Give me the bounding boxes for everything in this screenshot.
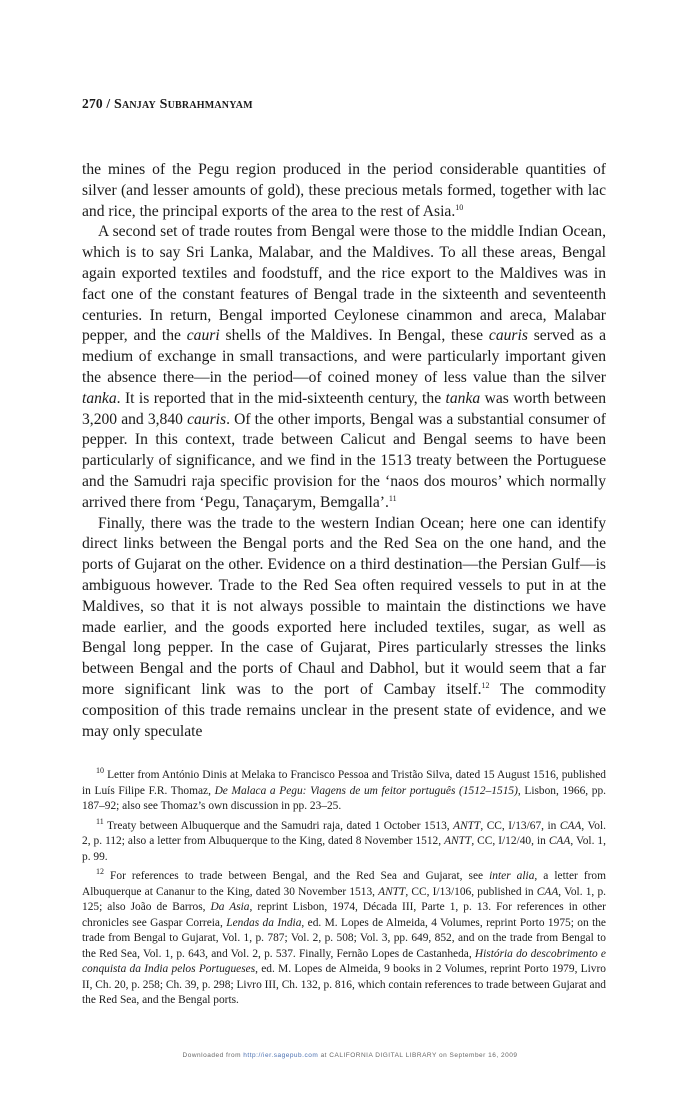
text-run: , reprint Lisbon, 1974, Década III, Parte 1, p. 13. For references in other chronicles see Gaspar Correia, <box>82 901 606 929</box>
italic-title: De Malaca a Pegu: Viagens de um feitor português (1512–1515) <box>214 784 518 797</box>
italic-abbrev: ANTT <box>444 835 472 847</box>
footnote-11 <box>82 816 606 866</box>
italic-abbrev: CAA <box>559 819 582 832</box>
running-header <box>82 96 253 113</box>
text-run: , ed. M. Lopes de Almeida, 9 books in 2 Volumes, reprint Porto 1979, Livro II, Ch. 20, p. 258; Ch. 39, p. 298; Livro III, Ch. 132, p. 816, which contain references to trade between Gujarat and the Red Sea, and the Bengal ports. <box>82 963 606 1006</box>
footnote-number: 12 <box>96 867 104 877</box>
italic-title: História do descobrimento e conquista da India pelos Portugueses <box>82 947 606 975</box>
author-name: Sanjay Subrahmanyam <box>113 97 253 112</box>
page-number: 270 <box>82 96 103 111</box>
paragraph-2 <box>82 222 606 513</box>
text-run: , CC, I/12/40, in <box>471 835 549 847</box>
italic-abbrev: ANTT <box>378 885 406 898</box>
download-link[interactable]: http://ier.sagepub.com <box>243 1052 319 1059</box>
text-run: . It is reported that in the mid-sixteenth century, the <box>116 389 446 407</box>
italic-term: inter alia <box>489 870 535 882</box>
paragraph-1 <box>82 160 606 222</box>
text-run: , Lisbon, 1966, pp. 187–92; also see Thomaz’s own discussion in pp. 23–25. <box>82 784 606 812</box>
note-ref-12: 12 <box>481 680 490 690</box>
text-run: , a letter from Albuquerque at Cananur to the King, dated 30 November 1513, <box>82 870 606 898</box>
italic-term: tanka <box>445 389 481 407</box>
text-run: For references to trade between Bengal, and the Red Sea and Gujarat, see <box>104 870 490 882</box>
footnotes <box>82 768 606 1013</box>
italic-term: tanka <box>82 389 117 407</box>
note-ref-10: 10 <box>455 202 464 212</box>
italic-abbrev: ANTT <box>453 819 481 832</box>
footnote-12 <box>82 869 606 1009</box>
text-run: A second set of trade routes from Bengal were those to the middle Indian Ocean, which is to say Sri Lanka, Malabar, and the Maldives. To all these areas, Bengal again exported textiles and foodstuff, and the rice export to the Maldives was in fact one of the constant features of Bengal trade in the sixteenth and seventeenth centuries. In return, Bengal imported Ceylonese cinammon and areca, Malabar pepper, and the <box>82 223 606 345</box>
italic-abbrev: CAA <box>536 885 559 898</box>
paragraph-text: the mines of the Pegu region produced in the period considerable quantities of silver (and lesser amounts of gold), these precious metals formed, together with lac and rice, the principal exports of the area to the rest of Asia. <box>82 161 606 220</box>
text-run: The commodity composition of this trade remains unclear in the present state of evidence, and we may only speculate <box>82 680 607 740</box>
text-run: was worth between 3,200 and 3,840 <box>82 389 606 428</box>
text-run: . Of the other imports, Bengal was a substantial consumer of pepper. In this context, trade between Calicut and Bengal seems to have been particularly of significance, and we find in the 1513 treaty between the Portuguese and the Samudri raja specific provision for the ‘naos dos mouros’ which normally arrived there from ‘Pegu, Tanaçarym, Bemgalla’. <box>82 410 606 511</box>
footnote-10 <box>82 768 606 815</box>
text-run: , ed. M. Lopes de Almeida, 4 Volumes, reprint Porto 1975; on the trade from Bengal to Gujarat, Vol. 1, p. 787; Vol. 2, p. 508; Vol. 3, pp. 649, 852, and on the trade from Bengal to the Red Sea, Vol. 1, p. 643, and Vol. 2, p. 537. Finally, Fernão Lopes de Castanheda, <box>82 916 606 960</box>
main-text <box>82 160 606 742</box>
footnote-number: 10 <box>96 766 104 776</box>
italic-title: Da Asia <box>210 901 250 913</box>
italic-term: cauri <box>186 327 220 345</box>
text-run: Letter from António Dinis at Melaka to Francisco Pessoa and Tristão Silva, dated 15 August 1516, published in Luís Filipe F.R. Thomaz, <box>82 769 606 797</box>
note-ref-11: 11 <box>388 493 397 503</box>
text-run: served as a medium of exchange in small transactions, and were particularly important given the absence there—in the period—of coined money of less value than the silver <box>82 327 607 386</box>
paragraph-3 <box>82 514 606 743</box>
text-run: Finally, there was the trade to the western Indian Ocean; here one can identify direct links between the Bengal ports and the Red Sea on the one hand, and the ports of Gujarat on the other. Evidence on a third destination—the Persian Gulf—is ambiguous however. Trade to the Red Sea often required vessels to put in at the Maldives, so that it is not always possible to maintain the distinctions we have made earlier, and the goods exported here included textiles, sugar, as well as Bengal long pepper. In the case of Gujarat, Pires particularly stresses the links between Bengal and the ports of Chaul and Dabhol, but it would seem that a far more significant link was to the port of Cambay itself. <box>82 514 606 698</box>
italic-title: Lendas da India <box>226 916 302 929</box>
text-run: shells of the Maldives. In Bengal, these <box>219 327 489 345</box>
italic-term: cauris <box>488 327 528 345</box>
text-run: Treaty between Albuquerque and the Samudri raja, dated 1 October 1513, <box>103 819 454 832</box>
text-run: , Vol. 2, p. 112; also a letter from Albuquerque to the King, dated 8 November 1512, <box>82 819 606 847</box>
italic-term: cauris <box>187 410 227 428</box>
download-notice <box>0 1052 700 1059</box>
download-prefix: Downloaded from <box>182 1052 244 1059</box>
italic-abbrev: CAA <box>548 835 571 847</box>
text-run: , Vol. 1, p. 125; also João de Barros, <box>82 885 606 913</box>
text-run: , Vol. 1, p. 99. <box>82 835 606 863</box>
text-run: , CC, I/13/106, published in <box>405 885 537 898</box>
footnote-number: 11 <box>96 816 104 826</box>
text-run: , CC, I/13/67, in <box>480 819 560 832</box>
download-suffix: at CALIFORNIA DIGITAL LIBRARY on September 16, 2009 <box>318 1052 518 1059</box>
header-separator: / <box>102 96 114 111</box>
